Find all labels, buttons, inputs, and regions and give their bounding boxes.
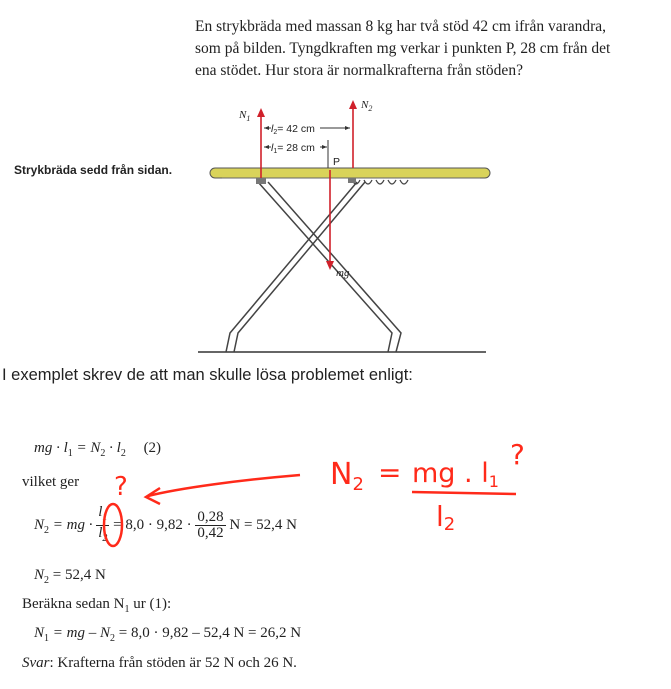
dim-l2-label: l2= 42 cm <box>271 123 315 136</box>
question-mark-large: ? <box>510 438 525 471</box>
label-n1: $N_1$ <box>239 109 251 123</box>
hand-numerator: mg . l1 <box>412 458 499 491</box>
label-mg: mg <box>336 267 350 279</box>
question-mark-small: ? <box>114 472 128 502</box>
fraction-l1-l2: $\frac{l_1}{l_2}$ <box>98 504 108 544</box>
support-2 <box>348 178 356 183</box>
point-p-label: P <box>333 156 341 168</box>
answer-text: Svar: Krafterna från stöden är 52 N och 26 N. <box>22 655 297 671</box>
ironing-board <box>210 168 490 178</box>
handwritten-annotations <box>0 420 671 550</box>
problem-line-1: En strykbräda med massan 8 kg har två stöd 42 cm ifrån varandra, <box>195 18 607 35</box>
figure-side-label: Strykbräda sedd från sidan. <box>14 163 173 177</box>
hand-denominator: l2 <box>436 500 456 535</box>
hand-equals: = <box>378 456 402 489</box>
equation-n2: $N_2$ = mg · $\frac{l_1}{l_2}$ = 8,0 · 9,82 · $\frac{0,28}{0,42}$ N = 52,4 N <box>34 504 297 544</box>
equation-2: mg · $l_1 = N_2 \cdot l_2$ (2) <box>34 440 162 459</box>
intro-text: I exemplet skrev de att man skulle lösa problemet enligt: <box>2 366 413 384</box>
circle-fraction <box>104 504 122 546</box>
iron-rest-hooks <box>352 180 408 184</box>
hand-n2: $N_2$ <box>330 457 364 495</box>
hand-fraction-line <box>412 492 516 494</box>
problem-line-2: som på bilden. Tyngdkraften mg verkar i punkten P, 28 cm från det <box>195 40 611 57</box>
dim-l1-label: l1= 28 cm <box>271 142 315 155</box>
problem-line-3: ena stödet. Hur stora är normalkrafterna från stöden? <box>195 62 523 79</box>
berakna-text: Beräkna sedan $N_1$ ur (1): <box>22 596 172 615</box>
result-n2: $N_2 = 52,4$ N <box>34 567 106 586</box>
equation-n1: $N_1$ = mg – $N_2 = 8,0 \cdot 9,82 - 52,4$ N = 26,2 N <box>34 625 302 644</box>
support-1 <box>256 178 266 184</box>
annotation-arrow <box>148 475 300 496</box>
board-legs <box>226 182 401 352</box>
label-n2: $N_2$ <box>361 99 373 113</box>
vilket-ger-text: vilket ger <box>22 474 80 490</box>
